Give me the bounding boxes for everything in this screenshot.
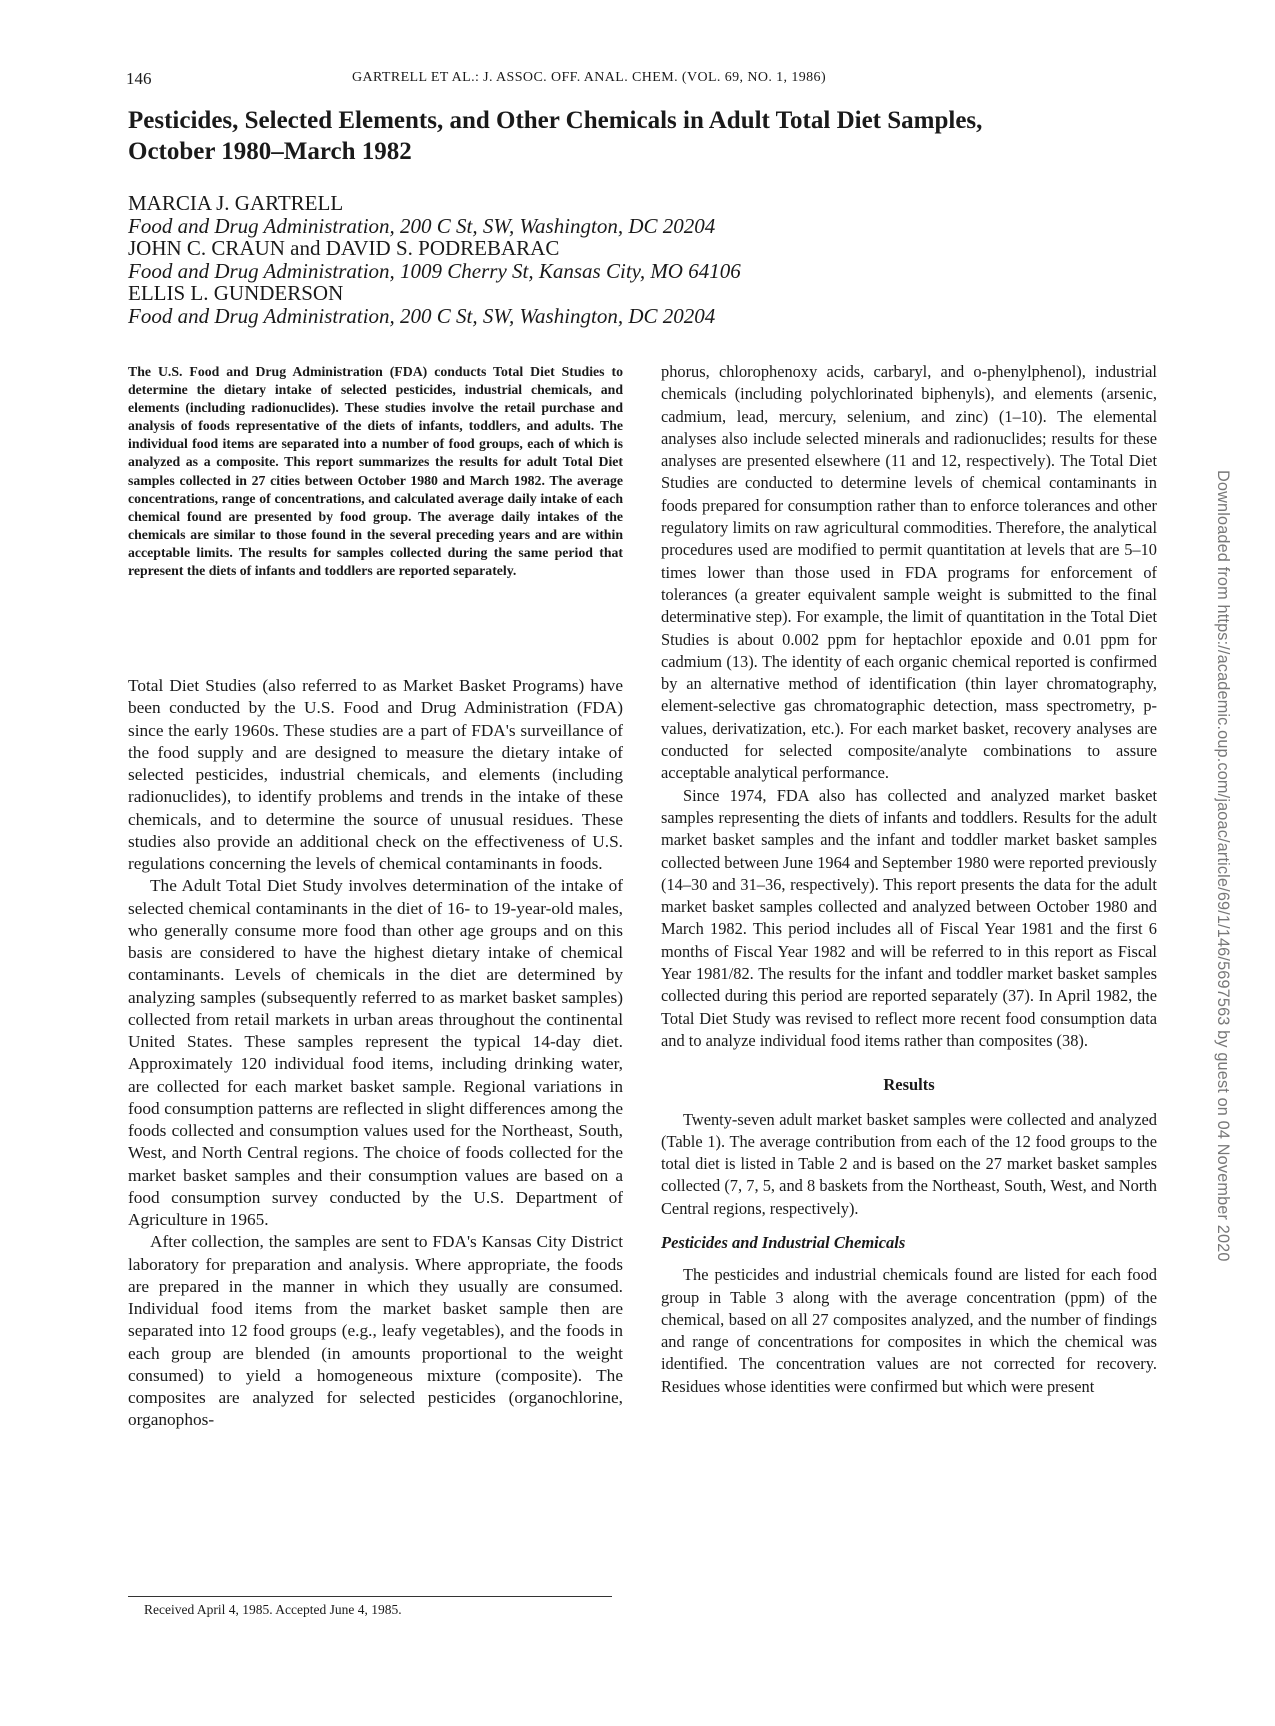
body-paragraph: After collection, the samples are sent to FDA's Kansas City District laboratory for preparation and analysis. Where appropriate, the foods are prepared in the manner in which they usually are consumed. Individual food items from the market basket sample then are separated into 12 food groups (e.g., leafy vegetables), and the foods in each group are blended (in amounts proportional to the weight consumed) to yield a homogeneous mixture (composite). The composites are analyzed for selected pesticides (organochlorine, organophos- (128, 1232, 623, 1430)
section-heading-results: Results (883, 1075, 935, 1095)
author-name: JOHN C. CRAUN and DAVID S. PODREBARAC (128, 236, 560, 261)
article-title (128, 105, 1058, 167)
body-paragraph: Total Diet Studies (also referred to as Market Basket Programs) have been conducted by the U.S. Food and Drug Administration (FDA) since the early 1960s. These studies are a part of FDA's surveillance of the food supply and are designed to measure the dietary intake of selected pesticides, industrial chemicals, and elements (including radionuclides), to identify problems and trends in the intake of these chemicals, and to determine the source of unusual residues. These studies also provide an additional check on the effectiveness of U.S. regulations concerning the levels of chemical contaminants in foods. (128, 676, 623, 873)
author-affiliation: Food and Drug Administration, 200 C St, SW, Washington, DC 20204 (128, 213, 716, 238)
author-block (128, 192, 1048, 328)
author-affiliation: Food and Drug Administration, 1009 Cherry St, Kansas City, MO 64106 (128, 258, 741, 283)
abstract: The U.S. Food and Drug Administration (FDA) conducts Total Diet Studies to determine the dietary intake of selected pesticides, industrial chemicals, and elements (including radionuclides). These studies involve the retail purchase and analysis of foods representative of the diets of infants, toddlers, and adults. The individual food items are separated into a number of food groups, each of which is analyzed as a composite. This report summarizes the results for adult Total Diet samples collected in 27 cities between October 1980 and March 1982. The average concentrations, range of concentrations, and calculated average daily intake of each chemical found are presented by food group. The average daily intakes of the chemicals are similar to those found in the several preceding years and are within acceptable limits. The results for samples collected during the same period that represent the diets of infants and toddlers are reported separately. (128, 364, 623, 579)
left-column-body (128, 675, 623, 1432)
running-head: GARTRELL ET AL.: J. ASSOC. OFF. ANAL. CHEM. (VOL. 69, NO. 1, 1986) (352, 70, 827, 85)
author-affiliation: Food and Drug Administration, 200 C St, SW, Washington, DC 20204 (128, 303, 716, 328)
body-paragraph: The Adult Total Diet Study involves determination of the intake of selected chemical contaminants in the diet of 16- to 19-year-old males, who generally consume more food than other age groups and on this basis are considered to have the highest dietary intake of chemical contaminants. Levels of chemicals in the diet are determined by analyzing samples (subsequently referred to as market basket samples) collected from retail markets in urban areas throughout the continental United States. These samples represent the typical 14-day diet. Approximately 120 individual food items, including drinking water, are collected for each market basket sample. Regional variations in food consumption patterns are reflected in slight differences among the foods collected and consumption values used for the Northeast, South, West, and North Central regions. The choice of foods collected for the market basket samples and their consumption values are based on a food consumption survey conducted by the U.S. Department of Agriculture in 1965. (128, 876, 623, 1229)
body-paragraph: Twenty-seven adult market basket samples were collected and analyzed (Table 1). The average contribution from each of the 12 food groups to the total diet is listed in Table 2 and is based on the 27 market basket samples collected (7, 7, 5, and 8 baskets from the Northeast, South, West, and North Central regions, respectively). (661, 1109, 1157, 1218)
right-column-body (661, 361, 1157, 1398)
author-name: ELLIS L. GUNDERSON (128, 281, 344, 306)
footnote-divider (128, 1596, 612, 1597)
body-paragraph: The pesticides and industrial chemicals found are listed for each food group in Table 3 along with the average concentration (ppm) of the chemical, based on all 27 composites analyzed, and the number of findings and range of concentrations for composites in which the chemical was identified. The concentration values are not corrected for recovery. Residues whose identities were confirmed but which were present (661, 1265, 1157, 1396)
download-watermark-text: Downloaded from https://academic.oup.com/jaoac/article/69/1/146/5697563 by guest on 04 November 2020 (1214, 470, 1232, 1262)
author-name: MARCIA J. GARTRELL (128, 191, 344, 215)
body-paragraph: Since 1974, FDA also has collected and analyzed market basket samples representing the diets of infants and toddlers. Results for the adult market basket samples and the infant and toddler market basket samples collected between June 1964 and September 1980 were reported previously (14–30 and 31–36, respectively). This report presents the data for the adult market basket samples collected and analyzed between October 1980 and March 1982. This period includes all of Fiscal Year 1981 and the first 6 months of Fiscal Year 1982 and will be referred to in this report as Fiscal Year 1981/82. The results for the infant and toddler market basket samples collected during this period are reported separately (37). In April 1982, the Total Diet Study was revised to reflect more recent food consumption data and to analyze individual food items rather than composites (38). (661, 785, 1157, 1050)
page-number: 146 (126, 69, 152, 88)
download-watermark (1212, 470, 1238, 1300)
article-title-line-2: October 1980–March 1982 (128, 138, 412, 165)
received-footnote: Received April 4, 1985. Accepted June 4, 1985. (144, 1602, 402, 1617)
article-title-line-1: Pesticides, Selected Elements, and Other Chemicals in Adult Total Diet Samples, (128, 107, 983, 134)
subsection-heading: Pesticides and Industrial Chemicals (661, 1232, 906, 1252)
body-paragraph: phorus, chlorophenoxy acids, carbaryl, and o-phenylphenol), industrial chemicals (including polychlorinated biphenyls), and elements (arsenic, cadmium, lead, mercury, selenium, and zinc) (1–10). The elemental analyses also include selected minerals and radionuclides; results for these analyses are presented elsewhere (11 and 12, respectively). The Total Diet Studies are conducted to determine levels of chemical contaminants in foods prepared for consumption rather than to enforce tolerances and other regulatory limits on raw agricultural commodities. Therefore, the analytical procedures used are modified to permit quantitation at levels that are 5–10 times lower than those used in FDA programs for enforcement of tolerances (a greater equivalent sample weight is submitted to the final determinative step). For example, the limit of quantitation in the Total Diet Studies is about 0.002 ppm for heptachlor epoxide and 0.01 ppm for cadmium (13). The identity of each organic chemical reported is confirmed by an alternative method of identification (thin layer chromatography, element-selective gas chromatographic detection, mass spectrometry, p-values, derivatization, etc.). For each market basket, recovery analyses are conducted for selected composite/analyte combinations to assure acceptable analytical performance. (661, 362, 1157, 783)
